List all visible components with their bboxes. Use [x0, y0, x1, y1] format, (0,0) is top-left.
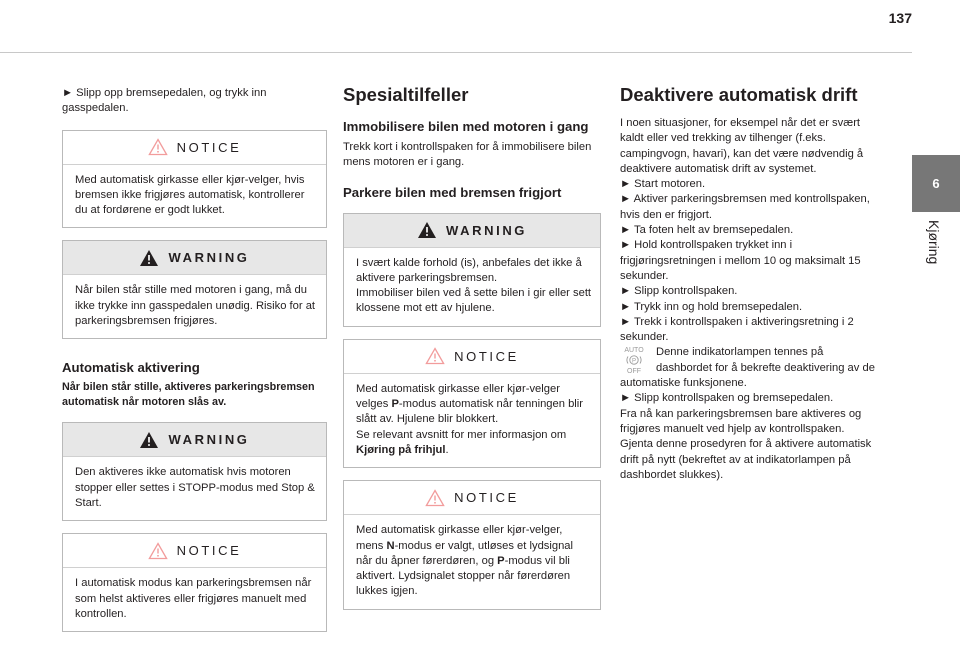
- warning-text: Når bilen står stille med motoren i gang, må du ikke trykke inn gasspedalen unødig. Risiko for at parkeringsbremsen frigjøres.: [75, 284, 316, 328]
- column-3: [620, 84, 880, 483]
- step-item: ► Slipp kontrollspaken og bremsepedalen.: [620, 392, 834, 405]
- chapter-title: Kjøring: [926, 220, 942, 265]
- warning-box: [62, 422, 327, 521]
- paragraph: I noen situasjoner, for eksempel når det er svært kaldt eller ved trekking av tilhenger (f.eks. campingvogn, havari), kan det være nødvendig å deaktivere automatisk drift av systemet.: [620, 117, 864, 175]
- notice-title: NOTICE: [176, 139, 242, 155]
- step-item: ► Trekk i kontrollspaken i aktiveringsretning i 2 sekunder.: [620, 315, 854, 344]
- step-item: ► Trykk inn og hold bremsepedalen.: [620, 300, 803, 313]
- warning-header: [63, 241, 326, 275]
- section-subheading: Når bilen står stille, aktiveres parkeringsbremsen automatisk når motoren slås av.: [62, 381, 315, 409]
- auto-off-indicator-icon: [620, 345, 648, 375]
- notice-title: NOTICE: [454, 348, 519, 364]
- paragraph: Trekk kort i kontrollspaken for å immobilisere bilen mens motoren er i gang.: [343, 141, 592, 169]
- notice-box: [62, 130, 327, 229]
- page-number: 137: [888, 10, 912, 26]
- warning-text: I svært kalde forhold (is), anbefales det ikke å aktivere parkeringsbremsen.: [356, 256, 582, 284]
- column-1: [62, 86, 327, 644]
- warning-title: WARNING: [168, 432, 250, 448]
- warning-triangle-icon: [139, 249, 159, 267]
- warning-title: WARNING: [445, 222, 528, 238]
- notice-box: [62, 533, 327, 632]
- paragraph: Gjenta denne prosedyren for å aktivere automatisk drift på nytt (bekreftet av at indikatorlampen på dashbordet slukkes).: [620, 438, 872, 481]
- step-item: ► Hold kontrollspaken trykket inn i frigjøringsretningen i mellom 10 og maksimalt 15 sekunder.: [620, 239, 861, 282]
- notice-triangle-icon: [425, 347, 445, 365]
- section-title: Spesialtilfeller: [343, 84, 469, 105]
- notice-title: NOTICE: [454, 490, 519, 506]
- section-title: Deaktivere automatisk drift: [620, 84, 858, 105]
- notice-header: [63, 131, 326, 165]
- step-item: ► Slipp kontrollspaken.: [620, 285, 738, 298]
- notice-triangle-icon: [425, 489, 445, 507]
- step-item: ► Start motoren.: [620, 178, 706, 191]
- notice-box: [343, 339, 601, 468]
- text-run: -modus vil bli aktivert. Lydsignalet stopper når førerdøren lukkes igjen.: [356, 554, 571, 598]
- warning-text: Immobiliser bilen ved å sette bilen i gir eller sett klossene mot ett av hjulene.: [356, 287, 592, 315]
- notice-text: [356, 523, 592, 599]
- notice-triangle-icon: [148, 138, 168, 156]
- intro-step: ► Slipp opp bremsepedalen, og trykk inn gasspedalen.: [62, 87, 267, 115]
- notice-box: [343, 480, 601, 609]
- text-run: .: [445, 443, 449, 456]
- indicator-paragraph: [620, 345, 880, 391]
- notice-text: Med automatisk girkasse eller kjør-velger, hvis bremsen ikke frigjøres automatisk, kontrollerer du at fordørene er godt lukket.: [75, 173, 305, 217]
- header-rule: [0, 52, 912, 53]
- warning-triangle-icon: [417, 221, 437, 239]
- step-item: ► Aktiver parkeringsbremsen med kontrollspaken, hvis den er frigjort.: [620, 193, 870, 221]
- notice-header: [344, 340, 600, 374]
- steps-list: [620, 177, 880, 345]
- mode-letter: P: [391, 398, 399, 411]
- warning-header: [344, 214, 600, 248]
- text-run: -modus er valgt, utløses et lydsignal når du åpner førerdøren, og: [356, 539, 574, 567]
- warning-title: WARNING: [168, 250, 250, 266]
- notice-header: [63, 534, 326, 568]
- notice-text: [356, 428, 592, 459]
- warning-text: Den aktiveres ikke automatisk hvis motoren stopper eller settes i STOPP-modus med Stop & Start.: [75, 466, 315, 509]
- text-run: -modus automatisk når tenningen blir slått av. Hjulene blir blokkert.: [356, 398, 583, 426]
- paragraph: Fra nå kan parkeringsbremsen bare aktiveres og frigjøres manuelt ved hjelp av kontrollspaken.: [620, 407, 862, 435]
- svg-text:P: P: [631, 358, 637, 365]
- mode-letter: N: [386, 539, 395, 552]
- notice-header: [344, 481, 600, 515]
- mode-letter: P: [497, 554, 505, 567]
- section-heading: Automatisk aktivering: [62, 360, 200, 376]
- notice-text: I automatisk modus kan parkeringsbremsen når som helst aktiveres eller frigjøres manuelt med kontrollen.: [75, 577, 312, 620]
- warning-header: [63, 423, 326, 457]
- text-run: Med automatisk girkasse eller kjør-velger velges: [356, 382, 560, 411]
- notice-title: NOTICE: [176, 543, 242, 559]
- icon-text-auto: AUTO: [624, 347, 644, 355]
- warning-box: [343, 213, 601, 327]
- chapter-tab[interactable]: 6: [912, 155, 960, 212]
- warning-triangle-icon: [139, 431, 159, 449]
- warning-box: [62, 240, 327, 339]
- column-2: [343, 84, 601, 622]
- subsection-heading: Parkere bilen med bremsen frigjort: [343, 184, 562, 200]
- cross-reference-link[interactable]: Kjøring på frihjul: [356, 443, 446, 456]
- icon-text-off: OFF: [627, 368, 641, 376]
- subsection-heading: Immobilisere bilen med motoren i gang: [343, 119, 589, 134]
- indicator-text: Denne indikatorlampen tennes på dashbordet for å bekrefte deaktivering av de automatiske funksjonene.: [620, 346, 875, 390]
- text-run: Se relevant avsnitt for mer informasjon om: [356, 428, 567, 441]
- notice-text: [356, 382, 592, 428]
- step-item: ► Ta foten helt av bremsepedalen.: [620, 224, 794, 237]
- text-run: Med automatisk girkasse eller kjør-velger, mens: [356, 524, 563, 552]
- notice-triangle-icon: [148, 542, 168, 560]
